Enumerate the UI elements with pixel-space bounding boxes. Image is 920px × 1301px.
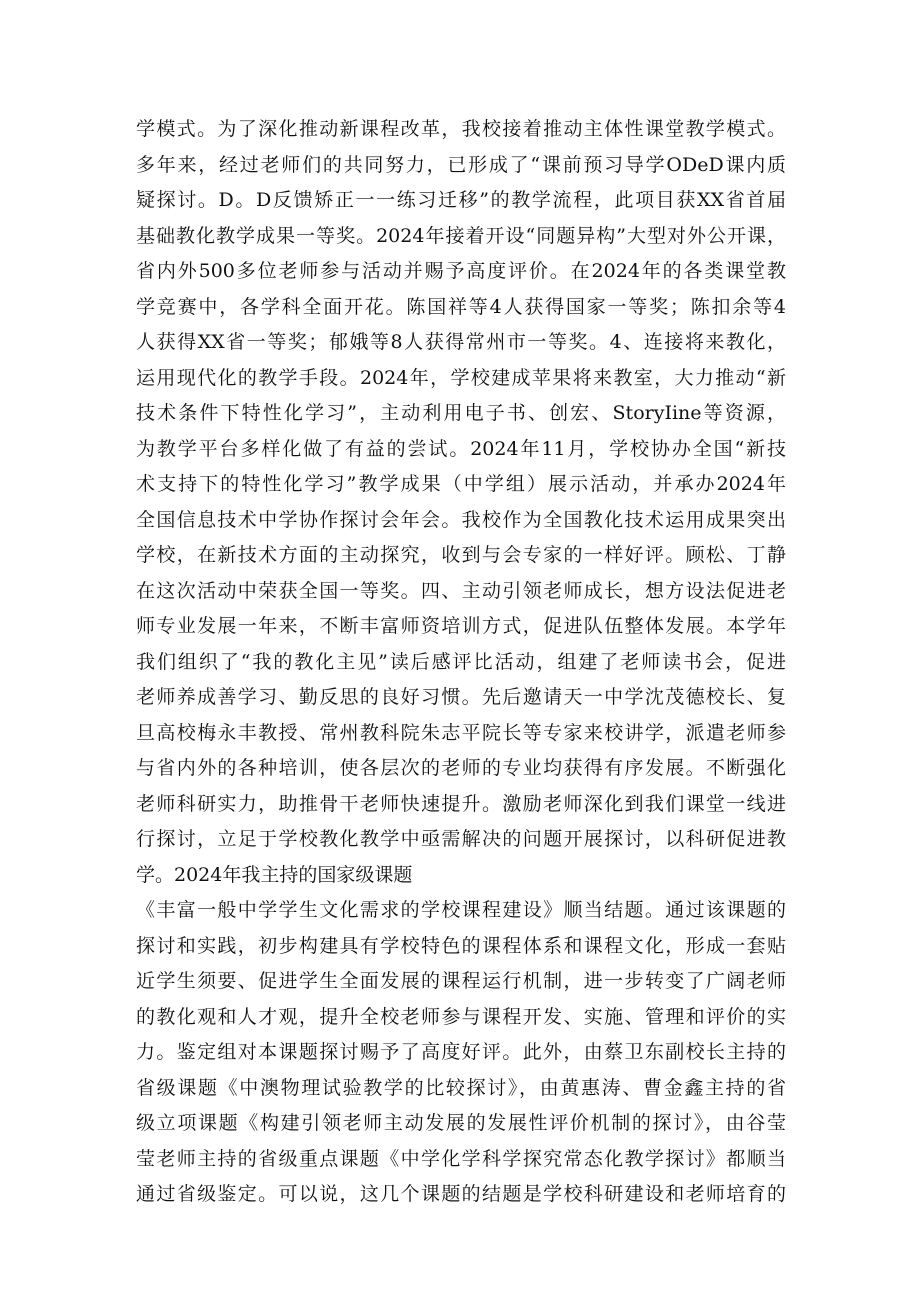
text-line: 学校，在新技术方面的主动探究，收到与会专家的一样好评。顾松、丁静 — [136, 544, 786, 566]
text-line: 老师科研实力，助推骨干老师快速提升。激励老师深化到我们课堂一线进 — [136, 792, 786, 815]
text-line: 师专业发展一年来，不断丰富师资培训方式，促进队伍整体发展。本学年 — [136, 615, 786, 637]
text-line: 运用现代化的教学手段。2024年，学校建成苹果将来教室，大力推动“新 — [136, 366, 786, 389]
text-line: 术支持下的特性化学习”教学成果（中学组）展示活动，并承办2024年 — [136, 473, 786, 495]
text-line: 技术条件下特性化学习”，主动利用电子书、创宏、StoryIine等资源， — [136, 402, 786, 424]
text-line: 近学生须要、促进学生全面发展的课程运行机制，进一步转变了广阔老师 — [136, 970, 786, 992]
text-line: 通过省级鉴定。可以说，这几个课题的结题是学校科研建设和老师培育的 — [136, 1183, 786, 1205]
text-line: 力。鉴定组对本课题探讨赐予了高度好评。此外，由蔡卫东副校长主持的 — [136, 1041, 786, 1063]
text-line: 莹老师主持的省级重点课题《中学化学科学探究常态化教学探讨》都顺当 — [136, 1147, 786, 1170]
body-text — [136, 112, 786, 1213]
text-line: 级立项课题《构建引领老师主动发展的发展性评价机制的探讨》，由谷莹 — [136, 1112, 786, 1134]
text-line: 学竞赛中，各学科全面开花。陈国祥等4人获得国家一等奖；陈扣余等4 — [136, 295, 786, 318]
text-line: 省内外500多位老师参与活动并赐予高度评价。在2024年的各类课堂教 — [136, 260, 786, 282]
text-line: 老师养成善学习、勤反思的良好习惯。先后邀请天一中学沈茂德校长、复 — [136, 686, 786, 708]
text-line: 学。2024年我主持的国家级课题 — [136, 863, 413, 886]
text-line: 的教化观和人才观，提升全校老师参与课程开发、实施、管理和评价的实 — [136, 1005, 786, 1028]
text-line: 与省内外的各种培训，使各层次的老师的专业均获得有序发展。不断强化 — [136, 757, 786, 779]
text-line: 旦高校梅永丰教授、常州教科院朱志平院长等专家来校讲学，派遣老师参 — [136, 721, 786, 744]
text-line: 为教学平台多样化做了有益的尝试。2024年11月，学校协办全国“新技 — [136, 437, 786, 460]
text-line: 多年来，经过老师们的共同努力，已形成了“课前预习导学ODeD课内质 — [136, 153, 786, 176]
text-line: 学模式。为了深化推动新课程改革，我校接着推动主体性课堂教学模式。 — [136, 118, 786, 140]
text-line: 基础教化教学成果一等奖。2024年接着开设“同题异构”大型对外公开课， — [136, 224, 786, 247]
text-line: 全国信息技术中学协作探讨会年会。我校作为全国教化技术运用成果突出 — [136, 508, 786, 531]
text-line: 《丰富一般中学学生文化需求的学校课程建设》顺当结题。通过该课题的 — [136, 899, 786, 921]
text-line: 行探讨，立足于学校教化教学中亟需解决的问题开展探讨，以科研促进教 — [136, 828, 786, 850]
text-line: 疑探讨。D。D反馈矫正一一练习迁移”的教学流程，此项目获XX省首届 — [136, 189, 786, 211]
text-line: 人获得XX省一等奖；郁娥等8人获得常州市一等奖。4、连接将来教化， — [136, 331, 786, 353]
text-line: 在这次活动中荣获全国一等奖。四、主动引领老师成长，想方设法促进老 — [136, 579, 786, 602]
text-line: 探讨和实践，初步构建具有学校特色的课程体系和课程文化，形成一套贴 — [136, 934, 786, 957]
text-line: 省级课题《中澳物理试验教学的比较探讨》，由黄惠涛、曹金鑫主持的省 — [136, 1076, 786, 1099]
text-line: 我们组织了“我的教化主见”读后感评比活动，组建了老师读书会，促进 — [136, 650, 786, 673]
